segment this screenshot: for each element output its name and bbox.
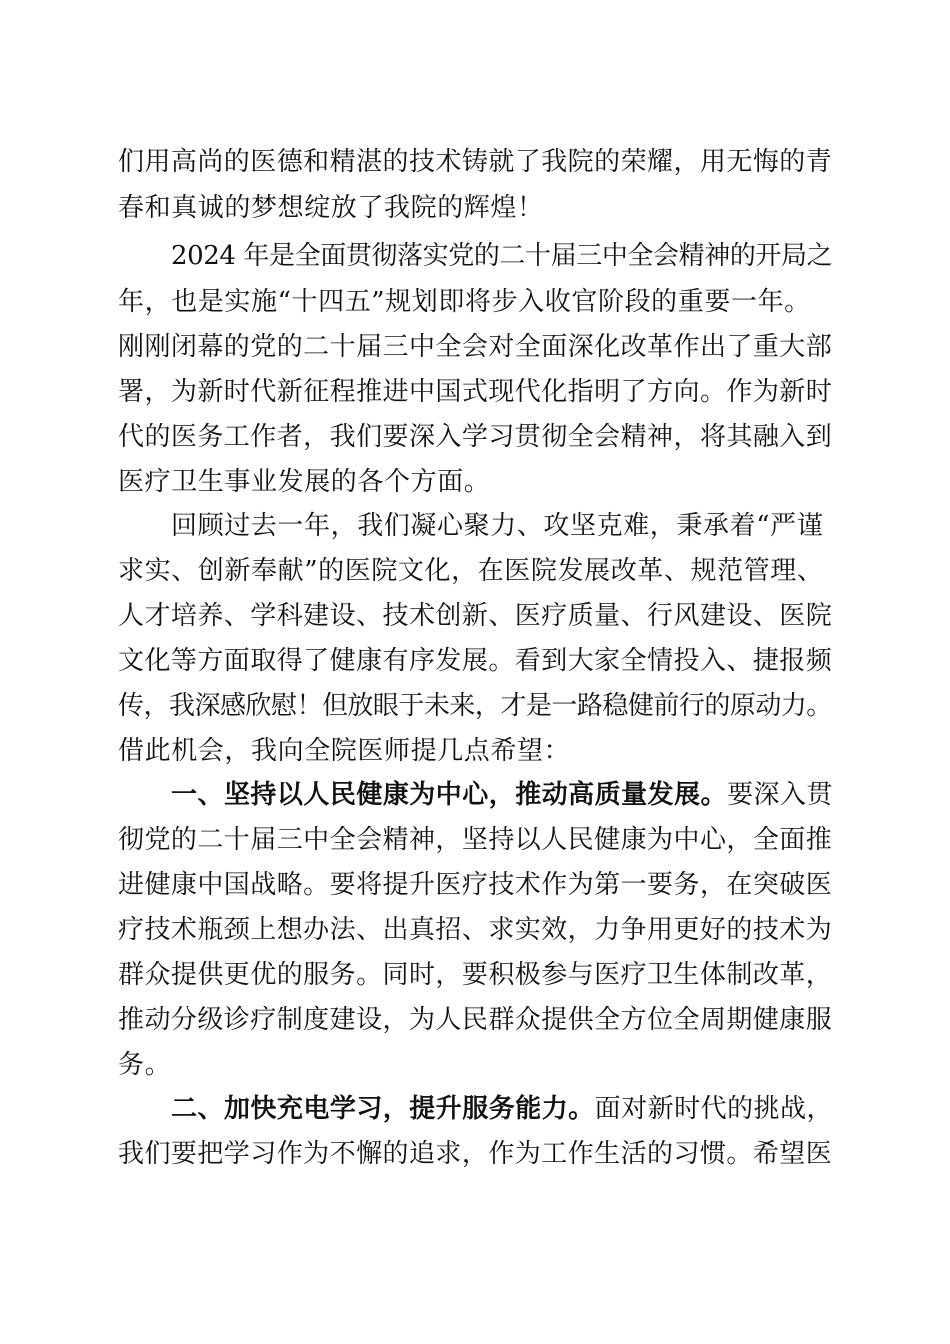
paragraph-4-line-3: 进健康中国战略。要将提升医疗技术作为第一要务，在突破医 — [118, 870, 833, 900]
paragraph-3-line-4: 文化等方面取得了健康有序发展。看到大家全情投入、捷报频 — [118, 646, 833, 676]
paragraph-1-line-1: 们用高尚的医德和精湛的技术铸就了我院的荣耀，用无悔的青 — [118, 147, 833, 177]
paragraph-2-line-6: 医疗卫生事业发展的各个方面。 — [118, 467, 491, 497]
paragraph-2-line-4: 署，为新时代新征程推进中国式现代化指明了方向。作为新时 — [118, 377, 833, 407]
section-heading-1: 一、坚持以人民健康为中心，推动高质量发展。 — [171, 780, 728, 810]
paragraph-4-line-1 — [171, 779, 833, 811]
paragraph-2-line-3: 刚刚闭幕的党的二十届三中全会对全面深化改革作出了重大部 — [118, 332, 833, 362]
section-heading-2: 二、加快充电学习，提升服务能力。 — [171, 1094, 595, 1124]
paragraph-2-line-1: 2024 年是全面贯彻落实党的二十届三中全会精神的开局之 — [171, 241, 833, 271]
paragraph-3-line-3: 人才培养、学科建设、技术创新、医疗质量、行风建设、医院 — [118, 601, 833, 631]
paragraph-4-line-5: 群众提供更优的服务。同时，要积极参与医疗卫生体制改革， — [118, 960, 833, 990]
paragraph-4-line-6: 推动分级诊疗制度建设，为人民群众提供全方位全周期健康服 — [118, 1005, 833, 1035]
paragraph-5-line-2: 我们要把学习作为不懈的追求，作为工作生活的习惯。希望医 — [118, 1139, 833, 1169]
paragraph-3-line-6: 借此机会，我向全院医师提几点希望： — [118, 736, 571, 766]
paragraph-5-line-1-text: 面对新时代的挑战， — [594, 1094, 833, 1124]
paragraph-1-line-2: 春和真诚的梦想绽放了我院的辉煌！ — [118, 193, 544, 223]
paragraph-4-line-1-text: 要深入贯 — [727, 780, 833, 810]
paragraph-2-line-2: 年，也是实施“十四五”规划即将步入收官阶段的重要一年。 — [118, 287, 811, 317]
paragraph-3-line-5: 传，我深感欣慰！但放眼于未来，才是一路稳健前行的原动力。 — [118, 691, 832, 721]
paragraph-3-line-1: 回顾过去一年，我们凝心聚力、攻坚克难，秉承着“严谨 — [171, 511, 824, 541]
paragraph-5-line-1 — [171, 1093, 833, 1125]
paragraph-4-line-7: 务。 — [118, 1050, 172, 1080]
paragraph-3-line-2: 求实、创新奉献”的医院文化，在医院发展改革、规范管理、 — [118, 556, 824, 586]
paragraph-4-line-4: 疗技术瓶颈上想办法、出真招、求实效，力争用更好的技术为 — [118, 915, 833, 945]
paragraph-4-line-2: 彻党的二十届三中全会精神，坚持以人民健康为中心，全面推 — [118, 825, 833, 855]
paragraph-2-line-5: 代的医务工作者，我们要深入学习贯彻全会精神，将其融入到 — [118, 422, 833, 452]
